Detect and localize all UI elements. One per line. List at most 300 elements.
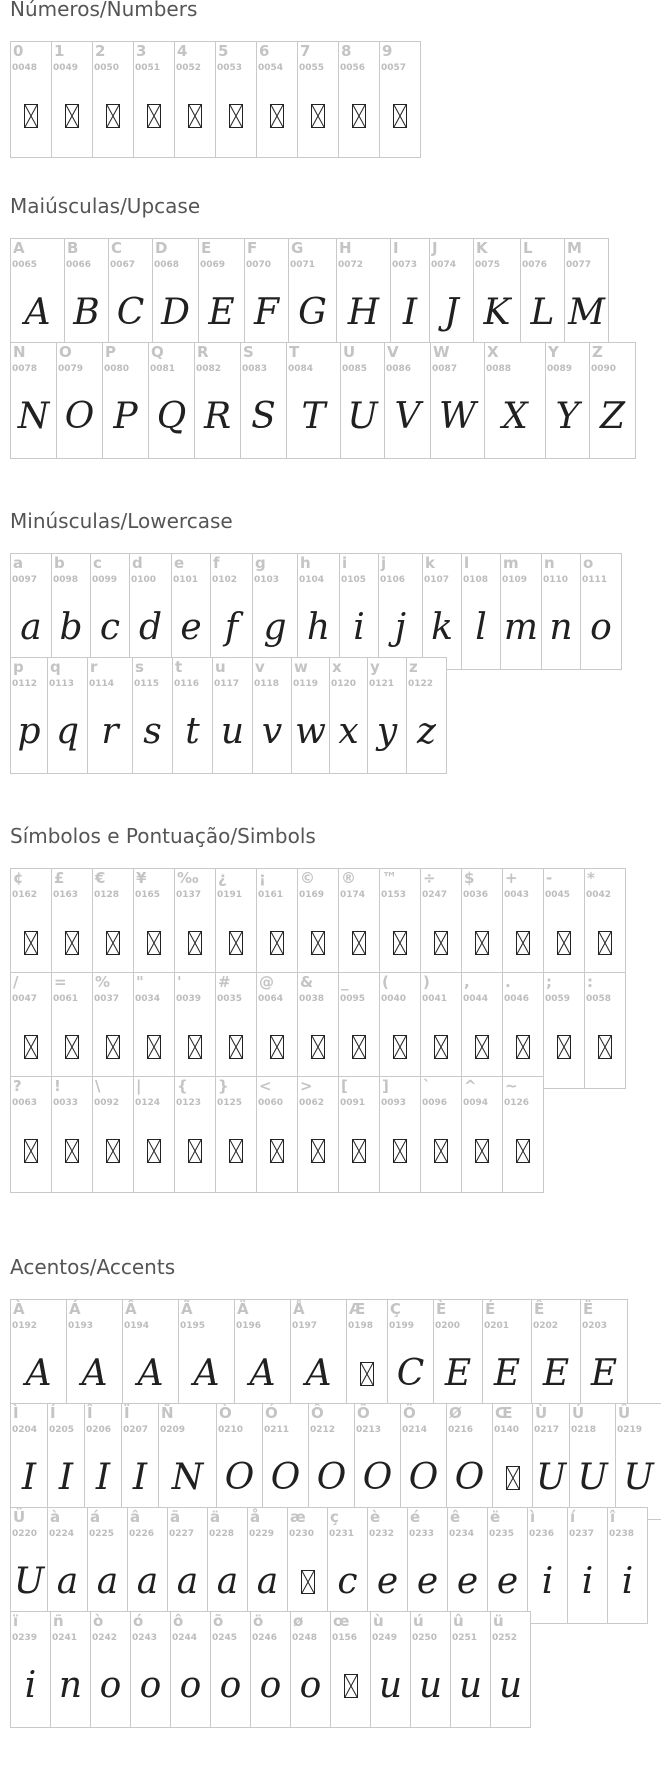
- glyph-sample: d: [138, 607, 163, 648]
- glyph-code: 0071: [290, 260, 316, 270]
- glyph-code: 0226: [129, 1529, 155, 1539]
- glyph-cell: [256, 1076, 298, 1193]
- missing-glyph-icon: [65, 104, 79, 128]
- glyph-sample: o: [99, 1665, 122, 1706]
- glyph-char-label: ¡: [259, 869, 266, 887]
- glyph-sample: Z: [599, 396, 625, 437]
- glyph-char-label: Y: [548, 343, 559, 361]
- glyph-char-label: =: [54, 973, 67, 991]
- glyph-code: 0196: [236, 1321, 262, 1331]
- glyph-code: 0090: [591, 364, 617, 374]
- glyph-char-label: |: [136, 1077, 142, 1095]
- glyph-sample: p: [17, 711, 41, 752]
- glyph-cell: [127, 1507, 168, 1624]
- glyph-sample: e: [376, 1561, 399, 1602]
- glyph-char-label: ï: [13, 1612, 19, 1630]
- missing-glyph-icon: [311, 1035, 325, 1059]
- glyph-sample: w: [295, 711, 326, 752]
- glyph-cell: [10, 1076, 52, 1193]
- glyph-code: 0153: [381, 890, 407, 900]
- glyph-char-label: è: [370, 1508, 381, 1526]
- glyph-char-label: Ê: [534, 1300, 545, 1318]
- glyph-cell: [174, 41, 216, 158]
- glyph-cell: [447, 1507, 488, 1624]
- glyph-code: 0204: [12, 1425, 38, 1435]
- glyph-char-label: z: [409, 658, 418, 676]
- glyph-cell: [288, 238, 337, 355]
- missing-glyph-icon: [434, 1139, 448, 1163]
- glyph-cell: [50, 1611, 91, 1728]
- glyph-sample: x: [338, 711, 359, 752]
- glyph-cell: [378, 553, 423, 670]
- glyph-cell: [567, 1507, 608, 1624]
- glyph-sample: T: [301, 396, 326, 437]
- glyph-cell: [215, 41, 257, 158]
- glyph-char-label: Â: [125, 1300, 137, 1318]
- glyph-sample: H: [347, 292, 380, 333]
- glyph-char-label: 3: [136, 42, 147, 60]
- glyph-char-label: ú: [413, 1612, 424, 1630]
- glyph-code: 0108: [463, 575, 489, 585]
- glyph-char-label: +: [505, 869, 518, 887]
- glyph-cell: [10, 1403, 48, 1520]
- glyph-cell: [461, 1076, 503, 1193]
- glyph-char-label: ": [136, 973, 144, 991]
- glyph-cell: [216, 1403, 263, 1520]
- glyph-char-label: €: [95, 869, 106, 887]
- glyph-row: [10, 342, 635, 459]
- glyph-sample: j: [394, 607, 407, 648]
- glyph-cell: [47, 1507, 88, 1624]
- glyph-char-label: î: [610, 1508, 616, 1526]
- glyph-char-label: Í: [50, 1404, 56, 1422]
- glyph-code: 0250: [412, 1633, 438, 1643]
- glyph-cell: [133, 972, 175, 1089]
- glyph-code: 0084: [288, 364, 314, 374]
- glyph-code: 0088: [486, 364, 512, 374]
- glyph-code: 0079: [58, 364, 84, 374]
- glyph-code: 0082: [196, 364, 222, 374]
- glyph-cell: [108, 238, 153, 355]
- glyph-cell: [615, 1403, 661, 1520]
- glyph-cell: [384, 342, 431, 459]
- glyph-code: 0242: [92, 1633, 118, 1643]
- glyph-code: 0249: [372, 1633, 398, 1643]
- glyph-char-label: j: [381, 554, 387, 572]
- glyph-char-label: 0: [13, 42, 24, 60]
- glyph-row: [10, 657, 446, 774]
- glyph-cell: [543, 972, 585, 1089]
- glyph-char-label: Û: [618, 1404, 631, 1422]
- glyph-char-label: /: [13, 973, 19, 991]
- glyph-sample: u: [220, 711, 245, 752]
- glyph-char-label: b: [54, 554, 65, 572]
- glyph-cell: [10, 868, 52, 985]
- glyph-code: 0162: [12, 890, 38, 900]
- missing-glyph-icon: [434, 1035, 448, 1059]
- missing-glyph-icon: [229, 931, 243, 955]
- glyph-cell: [167, 1507, 208, 1624]
- glyph-code: 0099: [92, 575, 118, 585]
- glyph-code: 0241: [52, 1633, 78, 1643]
- glyph-cell: [234, 1299, 291, 1416]
- section-title-symbols: Símbolos e Pontuação/Simbols: [10, 824, 316, 848]
- glyph-sample: K: [483, 292, 511, 333]
- glyph-code: 0227: [169, 1529, 195, 1539]
- glyph-sample: u: [498, 1665, 523, 1706]
- glyph-sample: z: [417, 711, 436, 752]
- glyph-char-label: Æ: [349, 1300, 366, 1318]
- glyph-char-label: á: [90, 1508, 101, 1526]
- glyph-code: 0246: [252, 1633, 278, 1643]
- glyph-code: 0081: [150, 364, 176, 374]
- glyph-char-label: X: [487, 343, 499, 361]
- glyph-cell: [367, 1507, 408, 1624]
- glyph-sample: h: [306, 607, 331, 648]
- glyph-sample: g: [263, 607, 287, 648]
- glyph-code: 0078: [12, 364, 38, 374]
- glyph-code: 0074: [431, 260, 457, 270]
- missing-glyph-icon: [506, 1466, 520, 1490]
- glyph-code: 0062: [299, 1098, 325, 1108]
- glyph-char-label: 5: [218, 42, 229, 60]
- missing-glyph-icon: [147, 1035, 161, 1059]
- missing-glyph-icon: [352, 1139, 366, 1163]
- glyph-char-label: 4: [177, 42, 188, 60]
- glyph-code: 0220: [12, 1529, 38, 1539]
- glyph-sample: y: [376, 711, 398, 752]
- glyph-cell: [256, 868, 298, 985]
- glyph-sample: c: [99, 607, 121, 648]
- glyph-cell: [252, 553, 298, 670]
- glyph-cell: [290, 1611, 331, 1728]
- missing-glyph-icon: [106, 1035, 120, 1059]
- section-title-numbers: Números/Numbers: [10, 0, 198, 21]
- glyph-code: 0068: [154, 260, 180, 270]
- glyph-code: 0169: [299, 890, 325, 900]
- glyph-cell: [410, 1611, 451, 1728]
- glyph-code: 0047: [12, 994, 38, 1004]
- glyph-code: 0093: [381, 1098, 407, 1108]
- glyph-char-label: L: [523, 239, 533, 257]
- glyph-char-label: ~: [505, 1077, 518, 1095]
- glyph-code: 0210: [218, 1425, 244, 1435]
- glyph-char-label: !: [54, 1077, 61, 1095]
- glyph-char-label: ø: [293, 1612, 304, 1630]
- glyph-sample: v: [261, 711, 283, 752]
- glyph-code: 0107: [424, 575, 450, 585]
- missing-glyph-icon: [311, 1139, 325, 1163]
- glyph-char-label: é: [410, 1508, 421, 1526]
- glyph-char-label: {: [177, 1077, 188, 1095]
- glyph-code: 0212: [310, 1425, 336, 1435]
- glyph-sample: e: [416, 1561, 439, 1602]
- glyph-code: 0192: [12, 1321, 38, 1331]
- glyph-sample: r: [101, 711, 119, 752]
- glyph-sample: O: [454, 1457, 485, 1498]
- glyph-char-label: £: [54, 869, 65, 887]
- glyph-cell: [461, 972, 503, 1089]
- glyph-row: [10, 1507, 647, 1624]
- glyph-code: 0137: [176, 890, 202, 900]
- glyph-sample: q: [55, 711, 80, 752]
- glyph-cell: [51, 41, 93, 158]
- glyph-sample: O: [408, 1457, 439, 1498]
- glyph-cell: [346, 1299, 388, 1416]
- glyph-code: 0114: [89, 679, 115, 689]
- missing-glyph-icon: [516, 1035, 530, 1059]
- glyph-char-label: D: [155, 239, 168, 257]
- glyph-char-label: Ú: [572, 1404, 585, 1422]
- glyph-cell: [210, 1611, 251, 1728]
- missing-glyph-icon: [24, 104, 38, 128]
- glyph-cell: [133, 1076, 175, 1193]
- glyph-char-label: G: [291, 239, 304, 257]
- glyph-cell: [215, 868, 257, 985]
- glyph-cell: [531, 1299, 581, 1416]
- glyph-code: 0072: [338, 260, 364, 270]
- glyph-code: 0085: [342, 364, 368, 374]
- glyph-sample: U: [535, 1457, 567, 1498]
- glyph-char-label: x: [332, 658, 342, 676]
- glyph-char-label: ê: [450, 1508, 461, 1526]
- glyph-code: 0216: [448, 1425, 474, 1435]
- missing-glyph-icon: [270, 1139, 284, 1163]
- glyph-cell: [482, 1299, 532, 1416]
- glyph-cell: [584, 972, 626, 1089]
- glyph-sample: E: [444, 1353, 472, 1394]
- glyph-code: 0060: [258, 1098, 284, 1108]
- glyph-code: 0067: [110, 260, 136, 270]
- glyph-cell: [122, 1299, 179, 1416]
- glyph-sample: P: [113, 396, 138, 437]
- glyph-char-label: Q: [151, 343, 164, 361]
- glyph-sample: e: [496, 1561, 519, 1602]
- glyph-sample: O: [316, 1457, 347, 1498]
- glyph-code: 0075: [475, 260, 501, 270]
- glyph-cell: [10, 238, 65, 355]
- glyph-cell: [379, 868, 421, 985]
- glyph-row: [10, 41, 420, 158]
- missing-glyph-icon: [270, 1035, 284, 1059]
- glyph-code: 0191: [217, 890, 243, 900]
- glyph-cell: [47, 657, 88, 774]
- glyph-char-label: Á: [69, 1300, 81, 1318]
- glyph-code: 0126: [504, 1098, 530, 1108]
- glyph-code: 0066: [66, 260, 92, 270]
- glyph-cell: [148, 342, 195, 459]
- glyph-code: 0111: [582, 575, 608, 585]
- glyph-char-label: ì: [530, 1508, 536, 1526]
- glyph-char-label: O: [59, 343, 72, 361]
- glyph-char-label: Õ: [357, 1404, 370, 1422]
- glyph-char-label: Å: [293, 1300, 305, 1318]
- glyph-sample: O: [270, 1457, 301, 1498]
- glyph-cell: [461, 868, 503, 985]
- glyph-code: 0116: [174, 679, 200, 689]
- glyph-cell: [354, 1403, 401, 1520]
- glyph-code: 0201: [484, 1321, 510, 1331]
- glyph-sample: I: [95, 1457, 111, 1498]
- glyph-code: 0048: [12, 63, 38, 73]
- glyph-char-label: e: [174, 554, 185, 572]
- glyph-char-label: 7: [300, 42, 311, 60]
- glyph-char-label: f: [213, 554, 220, 572]
- glyph-cell: [47, 1403, 85, 1520]
- glyph-code: 0100: [131, 575, 157, 585]
- glyph-cell: [446, 1403, 493, 1520]
- glyph-code: 0238: [609, 1529, 635, 1539]
- glyph-sample: E: [590, 1353, 618, 1394]
- glyph-char-label: t: [175, 658, 183, 676]
- missing-glyph-icon: [106, 931, 120, 955]
- glyph-code: 0073: [392, 260, 418, 270]
- glyph-cell: [297, 41, 339, 158]
- glyph-code: 0233: [409, 1529, 435, 1539]
- glyph-sample: k: [431, 607, 453, 648]
- glyph-code: 0251: [452, 1633, 478, 1643]
- glyph-char-label: ®: [341, 869, 356, 887]
- glyph-code: 0120: [331, 679, 357, 689]
- glyph-cell: [500, 553, 542, 670]
- glyph-char-label: r: [90, 658, 98, 676]
- glyph-char-label: s: [135, 658, 144, 676]
- glyph-char-label: í: [570, 1508, 576, 1526]
- missing-glyph-icon: [65, 1035, 79, 1059]
- glyph-cell: [174, 972, 216, 1089]
- glyph-cell: [102, 342, 149, 459]
- glyph-char-label: p: [13, 658, 24, 676]
- glyph-code: 0112: [12, 679, 38, 689]
- glyph-cell: [172, 657, 213, 774]
- glyph-char-label: v: [255, 658, 265, 676]
- glyph-sample: R: [203, 396, 232, 437]
- glyph-cell: [580, 553, 622, 670]
- glyph-char-label: Ù: [535, 1404, 548, 1422]
- glyph-code: 0230: [289, 1529, 315, 1539]
- glyph-sample: D: [161, 292, 190, 333]
- glyph-code: 0213: [356, 1425, 382, 1435]
- glyph-cell: [541, 553, 581, 670]
- glyph-sample: o: [219, 1665, 242, 1706]
- glyph-char-label: ]: [382, 1077, 389, 1095]
- glyph-char-label: ä: [210, 1508, 221, 1526]
- missing-glyph-icon: [557, 931, 571, 955]
- missing-glyph-icon: [147, 1139, 161, 1163]
- glyph-code: 0237: [569, 1529, 595, 1539]
- glyph-code: 0061: [53, 994, 79, 1004]
- glyph-char-label: B: [67, 239, 79, 257]
- glyph-code: 0118: [254, 679, 280, 689]
- glyph-char-label: J: [432, 239, 438, 257]
- glyph-cell: [429, 238, 474, 355]
- glyph-char-label: È: [436, 1300, 447, 1318]
- missing-glyph-icon: [352, 931, 366, 955]
- glyph-char-label: c: [93, 554, 102, 572]
- glyph-cell: [262, 1403, 309, 1520]
- glyph-char-label: $: [464, 869, 475, 887]
- glyph-char-label: `: [423, 1077, 431, 1095]
- glyph-cell: [390, 238, 430, 355]
- glyph-char-label: q: [50, 658, 61, 676]
- glyph-cell: [543, 868, 585, 985]
- glyph-code: 0059: [545, 994, 571, 1004]
- missing-glyph-icon: [344, 1674, 358, 1698]
- glyph-code: 0207: [123, 1425, 149, 1435]
- glyph-char-label: K: [476, 239, 488, 257]
- glyph-char-label: y: [370, 658, 380, 676]
- glyph-char-label: ?: [13, 1077, 22, 1095]
- glyph-char-label: ©: [300, 869, 315, 887]
- glyph-cell: [297, 1076, 339, 1193]
- glyph-code: 0202: [533, 1321, 559, 1331]
- glyph-cell: [215, 1076, 257, 1193]
- glyph-code: 0057: [381, 63, 407, 73]
- missing-glyph-icon: [229, 1139, 243, 1163]
- glyph-cell: [10, 1507, 48, 1624]
- glyph-code: 0165: [135, 890, 161, 900]
- glyph-char-label: n: [544, 554, 555, 572]
- glyph-code: 0065: [12, 260, 38, 270]
- glyph-sample: u: [458, 1665, 483, 1706]
- missing-glyph-icon: [24, 931, 38, 955]
- glyph-sample: I: [21, 1457, 37, 1498]
- glyph-code: 0092: [94, 1098, 120, 1108]
- glyph-char-label: ™: [382, 869, 397, 887]
- glyph-code: 0239: [12, 1633, 38, 1643]
- glyph-code: 0070: [246, 260, 272, 270]
- glyph-code: 0206: [86, 1425, 112, 1435]
- glyph-code: 0235: [489, 1529, 515, 1539]
- glyph-char-label: R: [197, 343, 209, 361]
- glyph-cell: [379, 972, 421, 1089]
- glyph-code: 0205: [49, 1425, 75, 1435]
- glyph-code: 0056: [340, 63, 366, 73]
- glyph-code: 0198: [348, 1321, 374, 1331]
- glyph-row: [10, 1403, 661, 1520]
- glyph-cell: [473, 238, 521, 355]
- glyph-char-label: U: [343, 343, 356, 361]
- glyph-cell: [10, 1611, 51, 1728]
- glyph-cell: [64, 238, 109, 355]
- glyph-char-label: ¢: [13, 869, 24, 887]
- glyph-cell: [564, 238, 609, 355]
- glyph-code: 0109: [502, 575, 528, 585]
- missing-glyph-icon: [393, 931, 407, 955]
- glyph-cell: [133, 868, 175, 985]
- glyph-sample: O: [362, 1457, 393, 1498]
- glyph-code: 0035: [217, 994, 243, 1004]
- glyph-char-label: Ã: [181, 1300, 193, 1318]
- glyph-cell: [379, 41, 421, 158]
- glyph-cell: [297, 868, 339, 985]
- glyph-cell: [569, 1403, 616, 1520]
- glyph-sample: a: [96, 1561, 119, 1602]
- glyph-cell: [51, 972, 93, 1089]
- glyph-sample: a: [176, 1561, 199, 1602]
- glyph-cell: [158, 1403, 217, 1520]
- glyph-sample: Q: [156, 396, 187, 437]
- glyph-code: 0076: [522, 260, 548, 270]
- glyph-code: 0038: [299, 994, 325, 1004]
- glyph-sample: i: [353, 607, 365, 648]
- glyph-cell: [152, 238, 199, 355]
- glyph-cell: [502, 1076, 544, 1193]
- glyph-code: 0054: [258, 63, 284, 73]
- glyph-code: 0091: [340, 1098, 366, 1108]
- glyph-cell: [492, 1403, 533, 1520]
- glyph-sample: A: [249, 1353, 276, 1394]
